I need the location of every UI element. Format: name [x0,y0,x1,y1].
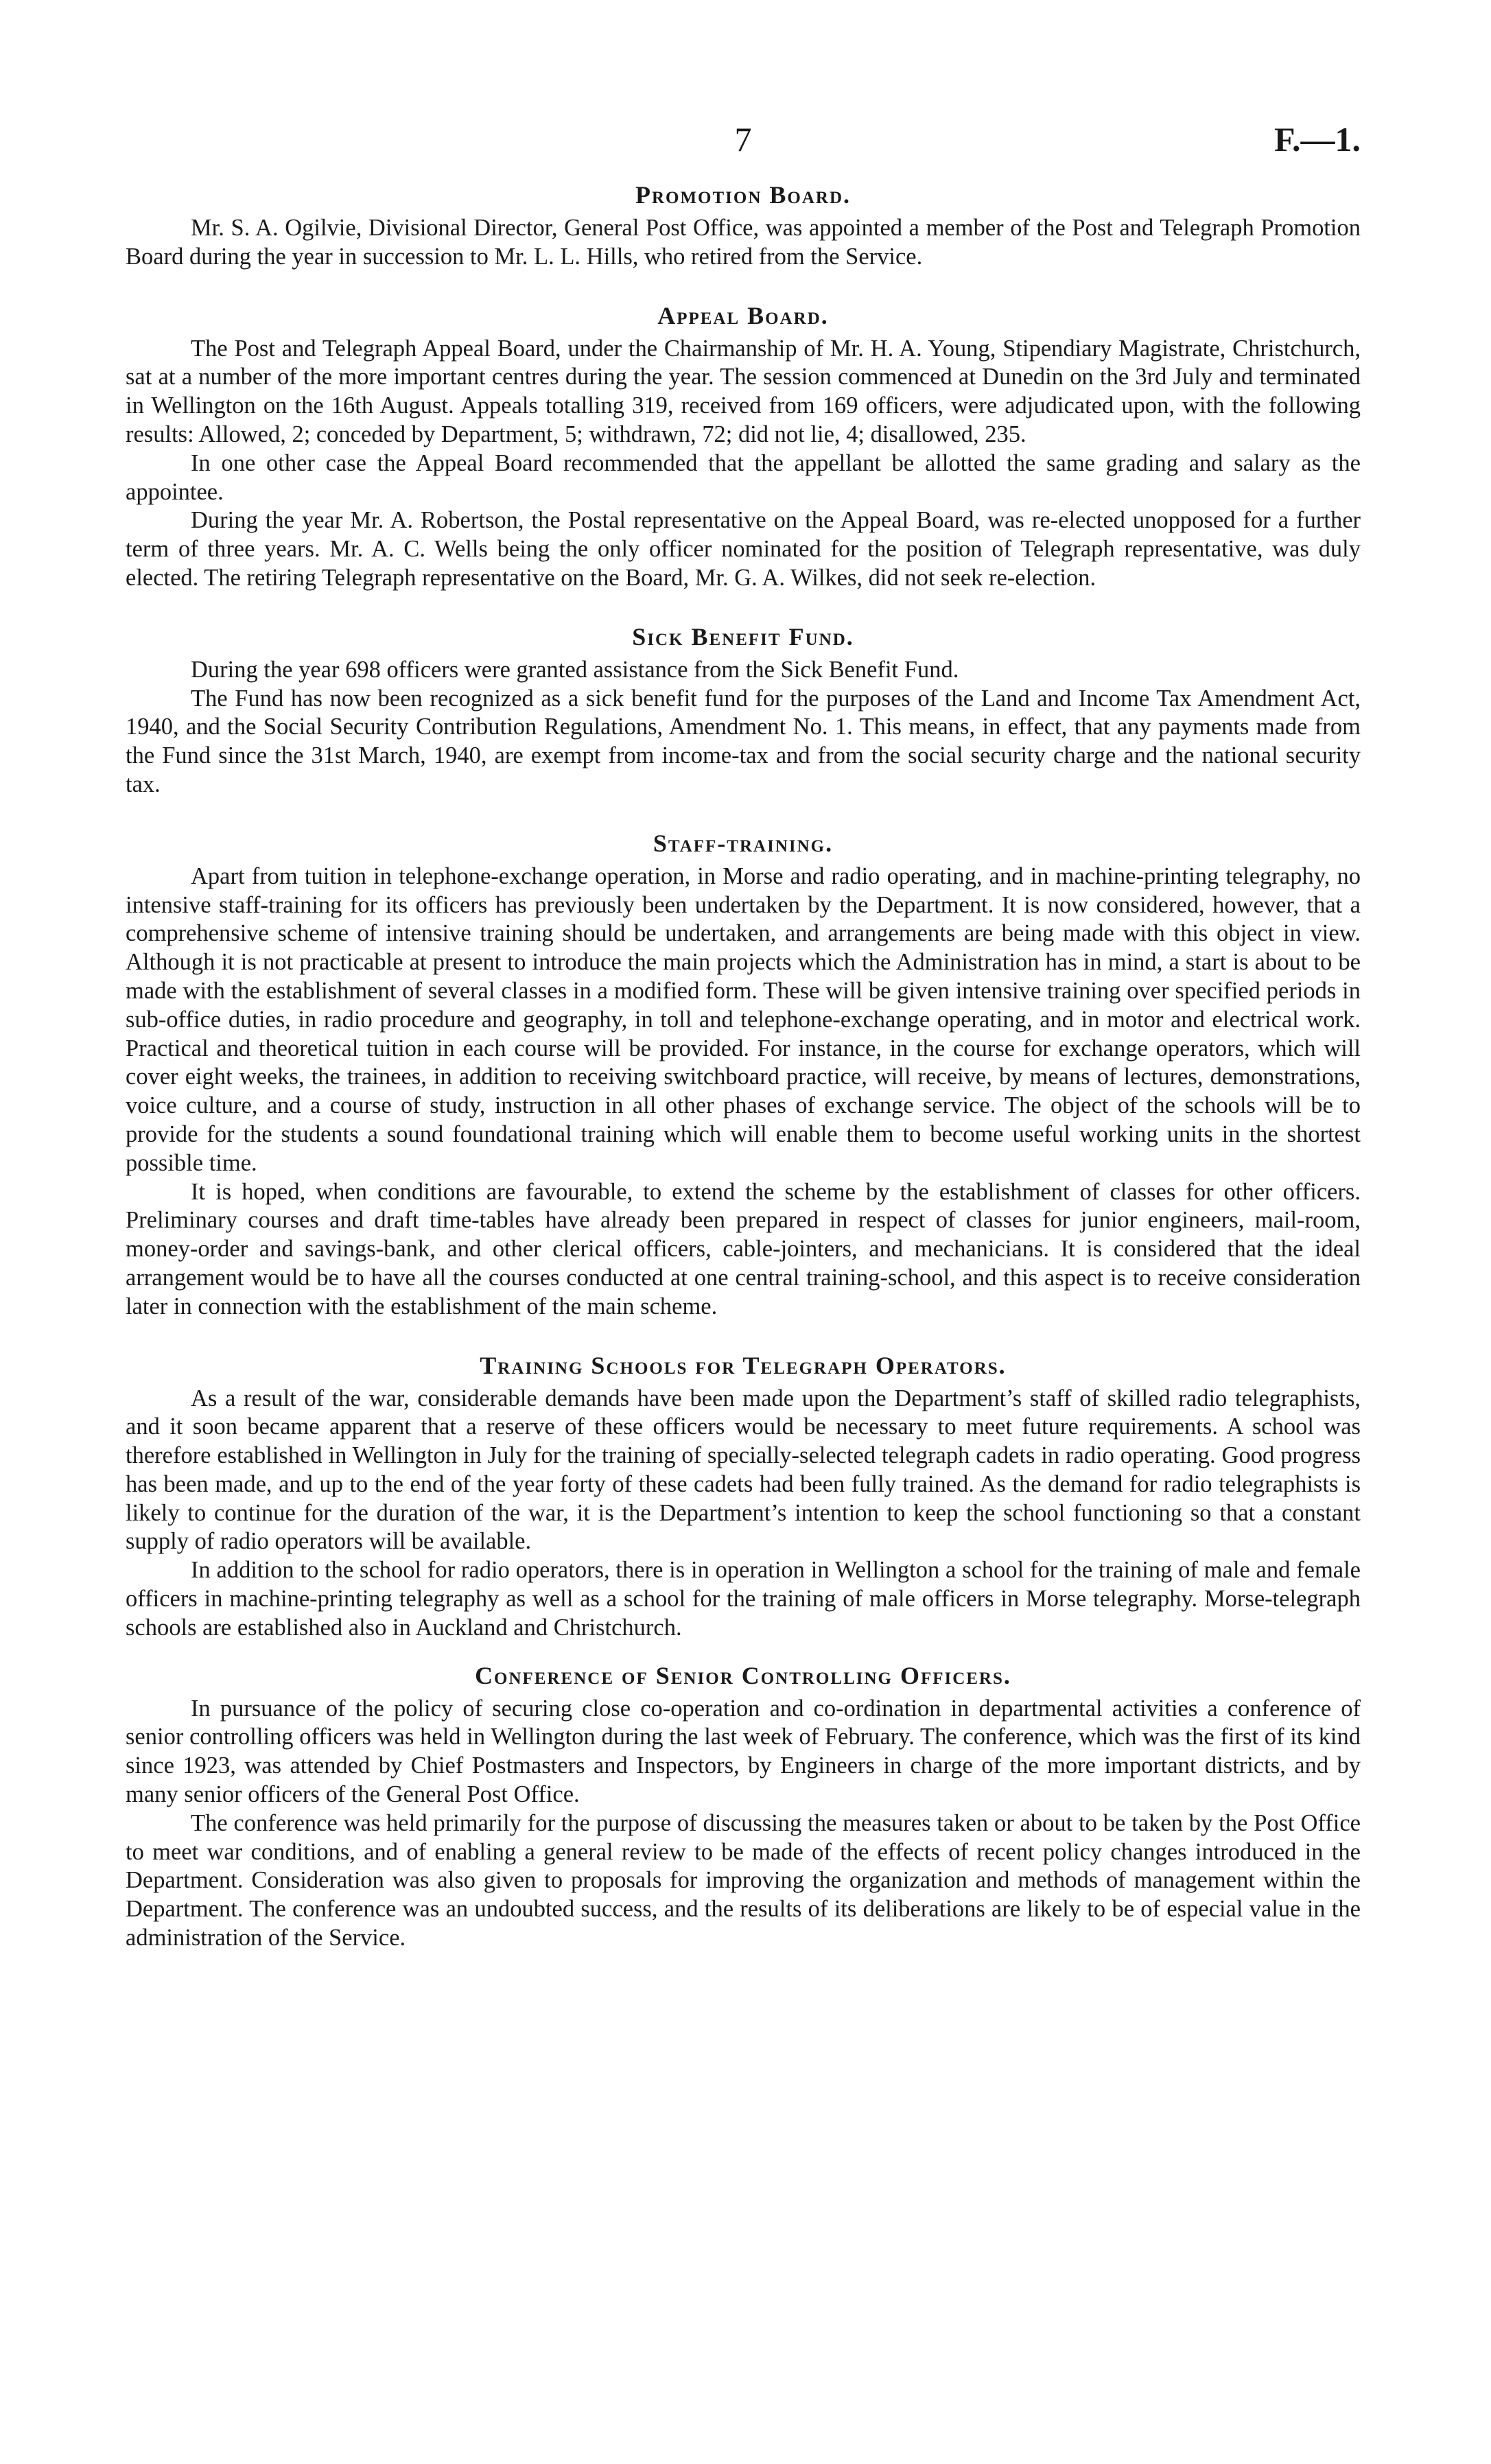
paragraph: In pursuance of the policy of securing close co-operation and co-ordination in departmental activities a conference of senior controlling officers was held in Wellington during the last week of February. The conference, which was the first of its kind since 1923, was attended by Chief Postmasters and Inspectors, by Engineers in charge of the more important districts, and by many senior officers of the General Post Office. [126,1695,1361,1808]
paragraph: The Post and Telegraph Appeal Board, under the Chairmanship of Mr. H. A. Young, Stipendiary Magistrate, Christchurch, sat at a number of the more important centres during the year. The session commenced at Dunedin on the 3rd July and terminated in Wellington on the 16th August. Appeals totalling 319, received from 169 officers, were adjudicated upon, with the following results: Allowed, 2; conceded by Department, 5; withdrawn, 72; did not lie, 4; disallowed, 235. [126,335,1361,447]
page-content [126,180,1361,1982]
paragraph: During the year Mr. A. Robertson, the Postal representative on the Appeal Board, was re-elected unopposed for a further term of three years. Mr. A. C. Wells being the only officer nominated for the position of Telegraph representative, was duly elected. The retiring Telegraph representative on the Board, Mr. G. A. Wilkes, did not seek re-election. [126,507,1361,591]
paragraph: The conference was held primarily for the purpose of discussing the measures taken or about to be taken by the Post Office to meet war conditions, and of enabling a general review to be made of the effects of recent policy changes introduced in the Department. Consideration was also given to proposals for improving the organization and methods of management within the Department. The conference was an undoubted success, and the results of its deliberations are likely to be of especial value in the administration of the Service. [126,1809,1361,1951]
paragraph: In addition to the school for radio operators, there is in operation in Wellington a school for the training of male and female officers in machine-printing telegraphy as well as a school for the training of male officers in Morse telegraphy. Morse-telegraph schools are established also in Auckland and Christchurch. [126,1557,1361,1641]
page-header [126,115,1361,163]
section-appeal-board [126,301,1361,593]
section-training-schools [126,1350,1361,1643]
section-title: Training Schools for Telegraph Operators. [480,1351,1007,1379]
section-sick-benefit-fund [126,622,1361,799]
section-title: Promotion Board. [635,181,852,209]
document-reference: F.—1. [1274,120,1361,159]
section-promotion-board [126,180,1361,272]
section-title: Staff-training. [653,829,834,857]
document-page [126,0,1361,2464]
section-conference [126,1661,1361,1953]
paragraph: Mr. S. A. Ogilvie, Divisional Director, General Post Office, was appointed a member of the Post and Telegraph Promotion Board during the year in succession to Mr. L. L. Hills, who retired from the Service. [126,215,1361,270]
section-title: Sick Benefit Fund. [632,622,854,650]
paragraph: During the year 698 officers were granted assistance from the Sick Benefit Fund. [191,656,959,683]
paragraph: Apart from tuition in telephone-exchange operation, in Morse and radio operating, and in machine-printing telegraphy, no intensive staff-training for its officers has previously been undertaken by the Department. It is now considered, however, that a comprehensive scheme of intensive training should be undertaken, and arrangements are being made with this object in view. Although it is not practicable at present to introduce the main projects which the Administration has in mind, a start is about to be made with the establishment of several classes in a modified form. These will be given intensive training over specified periods in sub-office duties, in radio procedure and geography, in toll and telephone-exchange operating, and in motor and electrical work. Practical and theoretical tuition in each course will be provided. For instance, in the course for exchange operators, which will cover eight weeks, the trainees, in addition to receiving switchboard practice, will receive, by means of lectures, demonstrations, voice culture, and a course of study, instruction in all other phases of exchange service. The object of the schools will be to provide for the students a sound foundational training which will enable them to become useful working units in the shortest possible time. [126,863,1361,1176]
page-number: 7 [734,120,752,159]
section-title: Conference of Senior Controlling Officers. [475,1661,1011,1689]
paragraph: In one other case the Appeal Board recommended that the appellant be allotted the same grading and salary as the appointee. [126,449,1361,505]
paragraph: As a result of the war, considerable demands have been made upon the Department’s staff of skilled radio telegraphists, and it soon became apparent that a reserve of these officers would be necessary to meet future requirements. A school was therefore established in Wellington in July for the training of specially-selected telegraph cadets in radio operating. Good progress has been made, and up to the end of the year forty of these cadets had been fully trained. As the demand for radio telegraphists is likely to continue for the duration of the war, it is the Department’s intention to keep the school functioning so that a constant supply of radio operators will be available. [126,1385,1361,1555]
section-staff-training [126,828,1361,1322]
section-title: Appeal Board. [657,301,829,329]
paragraph: The Fund has now been recognized as a sick benefit fund for the purposes of the Land and Income Tax Amendment Act, 1940, and the Social Security Contribution Regulations, Amendment No. 1. This means, in effect, that any payments made from the Fund since the 31st March, 1940, are exempt from income-tax and from the social security charge and the national security tax. [126,685,1361,797]
paragraph: It is hoped, when conditions are favourable, to extend the scheme by the establishment of classes for other officers. Preliminary courses and draft time-tables have already been prepared in respect of classes for junior engineers, mail-room, money-order and savings-bank, and other clerical officers, cable-jointers, and mechanicians. It is considered that the ideal arrangement would be to have all the courses conducted at one central training-school, and this aspect is to receive consideration later in connection with the establishment of the main scheme. [126,1178,1361,1319]
